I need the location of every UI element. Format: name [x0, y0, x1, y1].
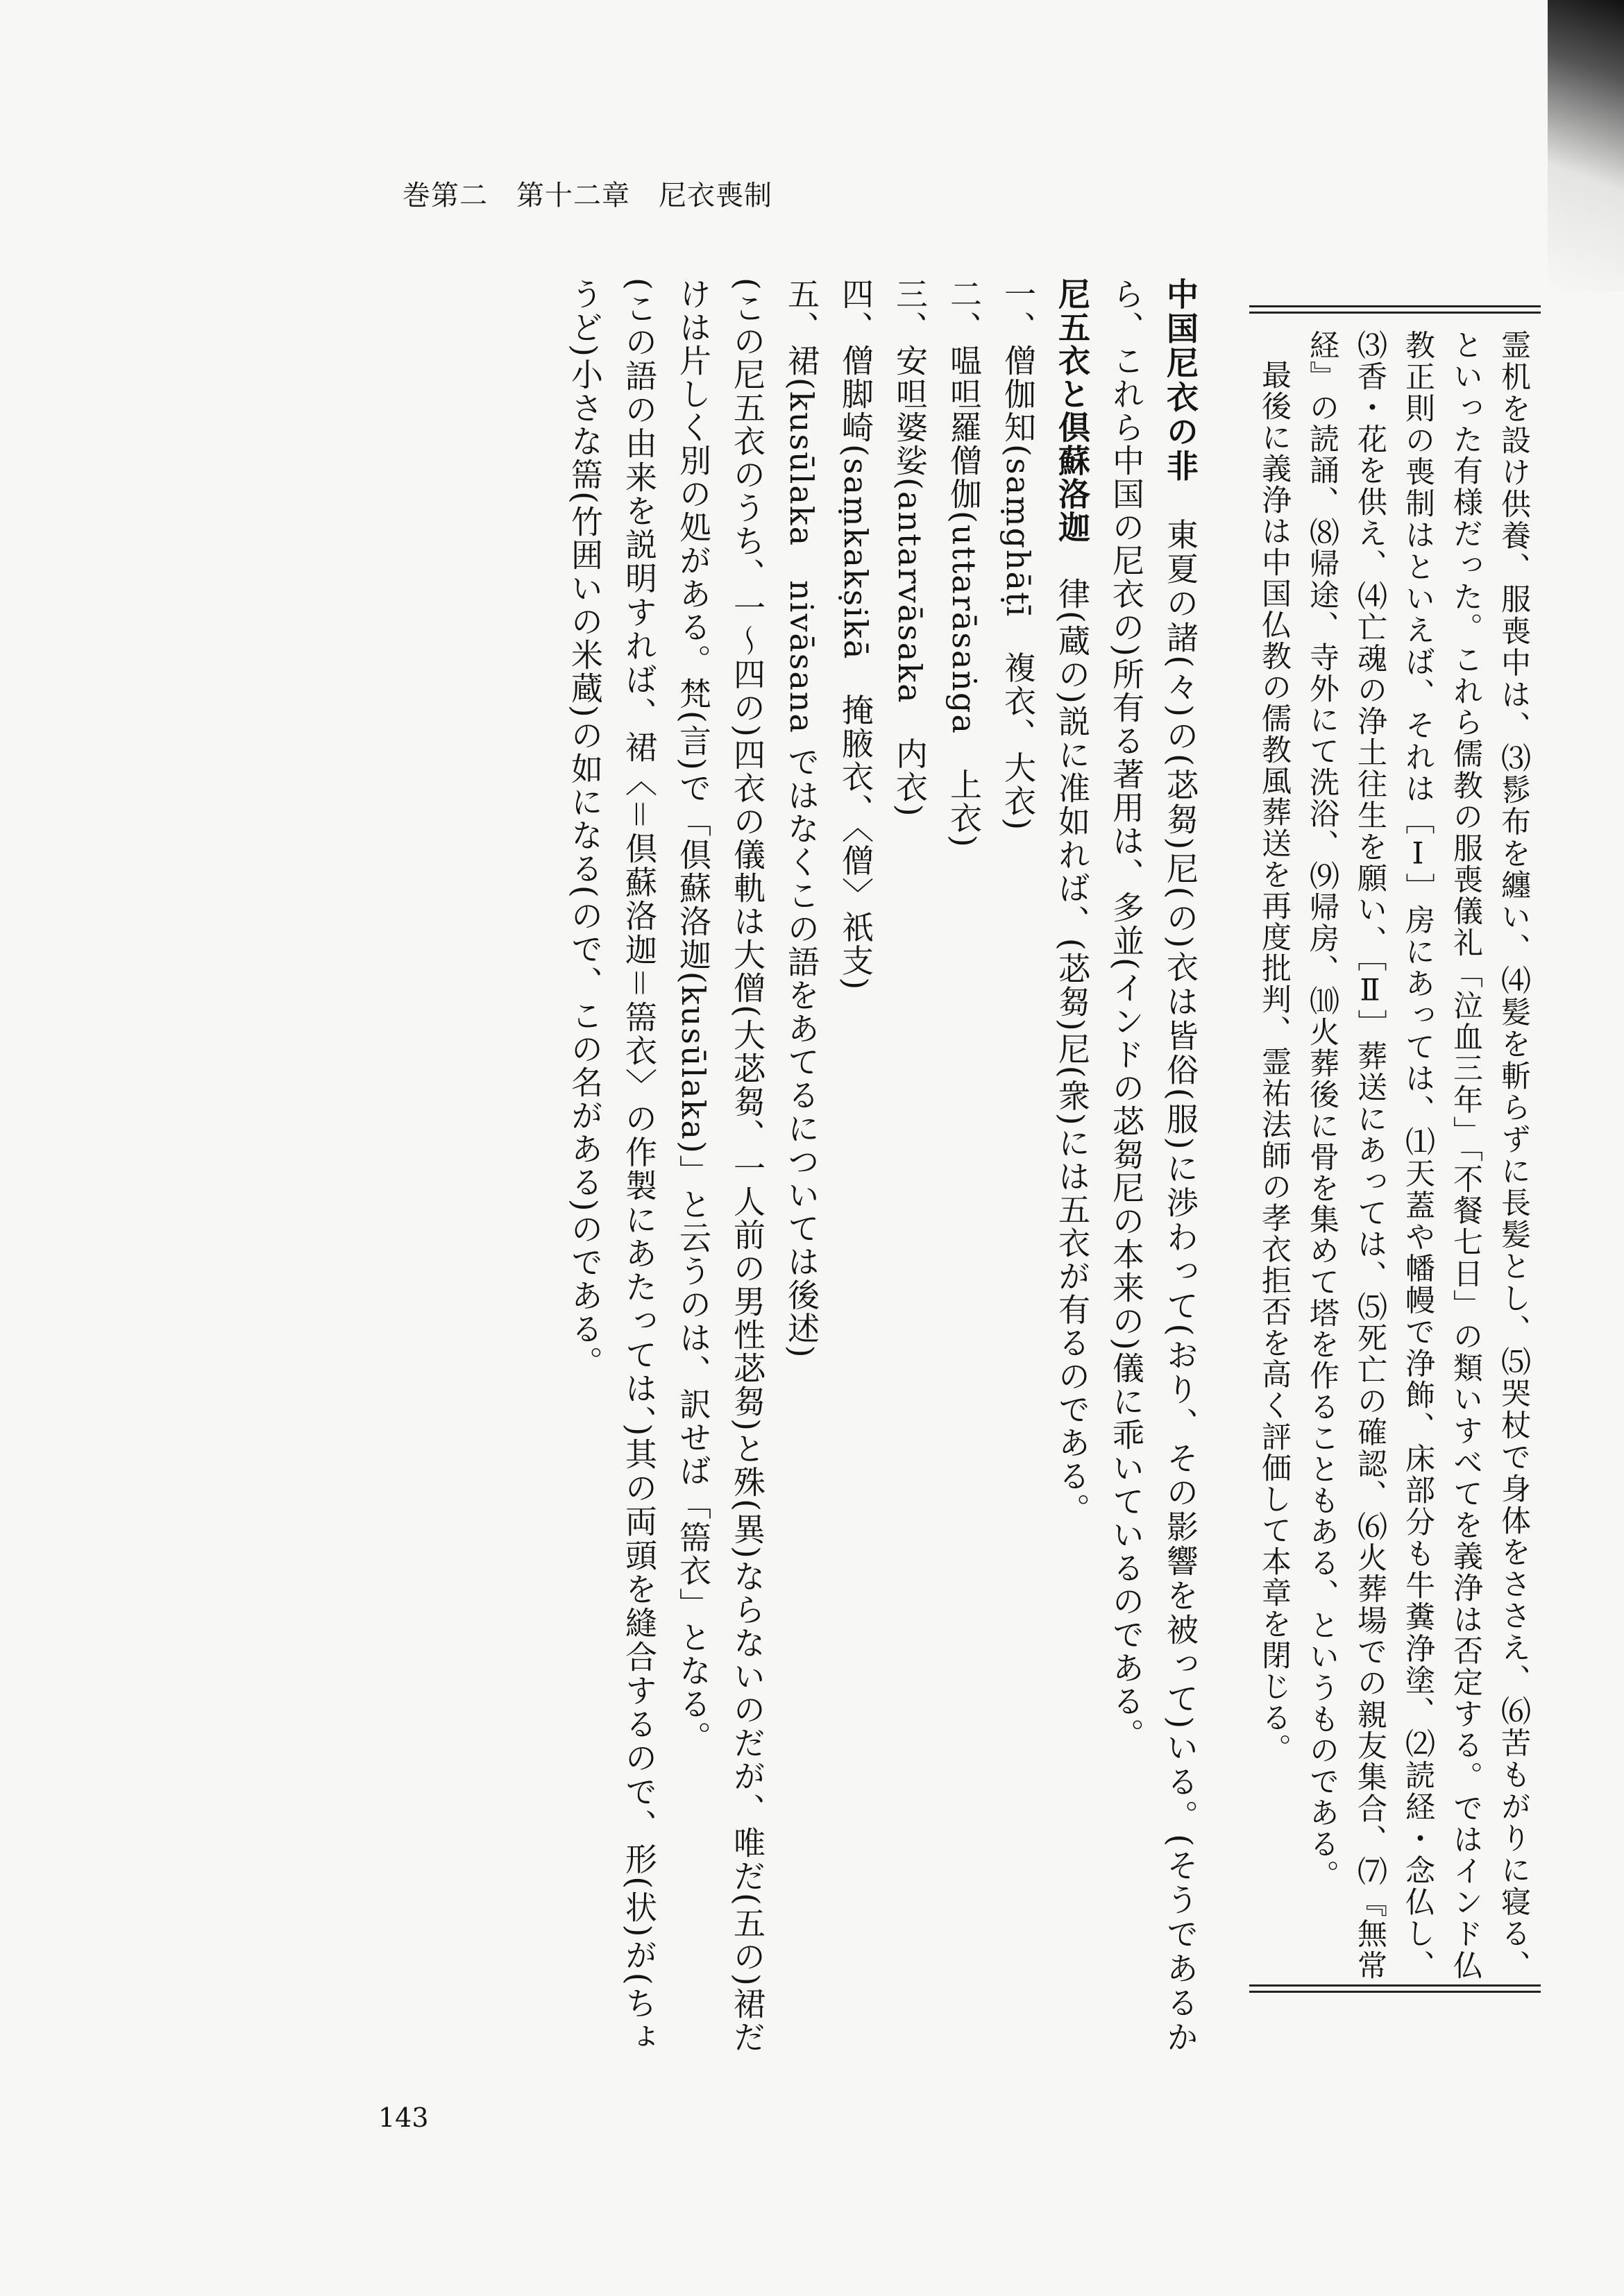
list-item: 三、安呾婆娑(antarvāsaka 内衣) [891, 278, 929, 818]
page-number: 143 [378, 2102, 429, 2133]
robe-list [775, 278, 1045, 2054]
section-2-text: 律(蔵の)説に准如れば、(苾芻)尼(衆)には五衣が有るのである。 [1054, 577, 1091, 1527]
section-1-heading: 中国尼衣の非 [1162, 278, 1199, 484]
closing-paragraph-1: (この尼五衣のうち、一～四の)四衣の儀軌は大僧(大苾芻、一人前の男性苾芻)と殊(異)ならないのだが、唯だ(五の)裙だけは片しく別の処がある。梵(言)で「倶蘇洛迦(kusūlaka)」と云うのは、訳せば「篅衣」となる。 [675, 278, 766, 2054]
main-text [403, 278, 1208, 2054]
note-paragraph-2: 最後に義浄は中国仏教の儒教風葬送を再度批判、霊祐法師の孝衣拒否を高く評価して本章を閉じる。 [1257, 359, 1292, 1764]
list-item: 四、僧脚崎(saṃkakṣikā 掩腋衣、〈僧〉祇支) [837, 278, 874, 992]
list-item: 一、僧伽知(saṃghāṭī 複衣、大衣) [999, 278, 1037, 832]
closing-paragraph-2: (この語の由来を説明すれば、裙〈＝倶蘇洛迦＝篅衣〉の作製にあたっては、)其の両頭を縫合するので、形(状)が(ちょうど)小さな篅(竹囲いの米蔵)の如になる(ので、この名がある)のである。 [566, 278, 658, 2054]
scan-edge-shadow [1548, 0, 1624, 291]
note-box-top-rule [1249, 305, 1541, 314]
running-head: 巻第二 第十二章 尼衣喪制 [403, 180, 772, 212]
section-2 [1045, 278, 1099, 2054]
section-1 [1099, 278, 1208, 2054]
list-item: 五、裙(kusūlaka nivāsana ではなくこの語をあてるについては後述) [783, 278, 820, 1359]
list-item: 二、嗢呾羅僧伽(uttarāsaṅga 上衣) [945, 278, 983, 849]
note-paragraph-1: 霊机を設け供養、服喪中は、⑶髿布を纏い、⑷髪を斬らずに長髪とし、⑸哭杖で身体をささえ、⑹苦もがりに寝る、といった有様だった。これら儒教の服喪儀礼「泣血三年」「不餐七日」の類いすべてを義浄は否定する。ではインド仏教正則の喪制はといえば、それは［Ⅰ］房にあっては、⑴天蓋や幡幔で浄飾、床部分も牛糞浄塗、⑵読経・念仏し、⑶香・花を供え、⑷亡魂の浄土往生を願い、［Ⅱ］葬送にあっては、⑸死亡の確認、⑹火葬場での親友集合、⑺『無常経』の読誦、⑻帰途、寺外にて洗浴、⑼帰房、⑽火葬後に骨を集めて塔を作ることもある、というものである。 [1305, 330, 1531, 1981]
section-1-text: 東夏の諸(々)の(苾芻)尼(の)衣は皆俗(服)に渉わって(おり、その影響を被って)いる。(そうであるから、これら中国の尼衣の)所有る著用は、多並(インドの苾芻尼の本来の)儀に乖いているのである。 [1108, 278, 1199, 2054]
section-2-heading: 尼五衣と倶蘇洛迦 [1054, 278, 1091, 544]
note-box-bottom-rule [1249, 1984, 1541, 1993]
note-box [1253, 330, 1537, 1981]
